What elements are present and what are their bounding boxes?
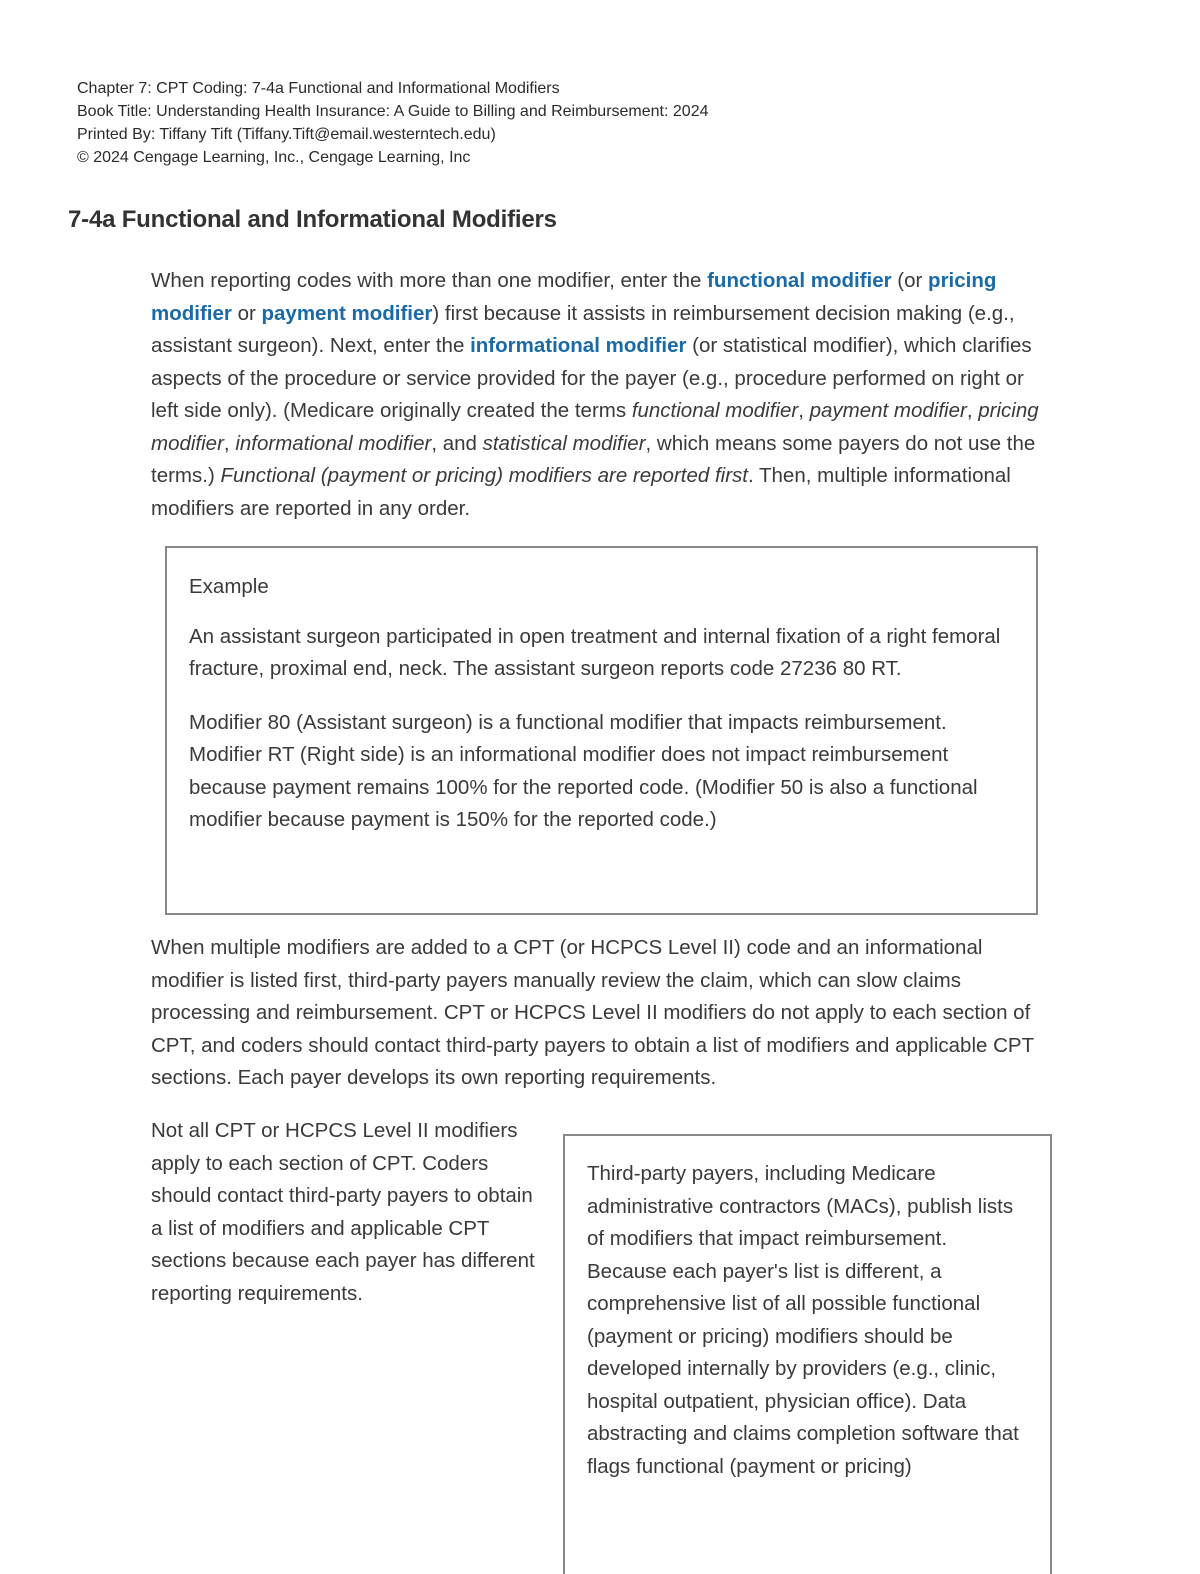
text-run: or bbox=[231, 301, 262, 325]
italic-term: payment modifier bbox=[809, 399, 967, 422]
text-run: When reporting codes with more than one modifier, enter the bbox=[151, 269, 708, 292]
text-run: , which means some payers do not use the terms.) bbox=[151, 431, 1036, 487]
text-run: (or bbox=[891, 269, 929, 292]
term-payment-modifier[interactable]: payment modifier bbox=[261, 301, 433, 325]
page-header bbox=[77, 77, 708, 169]
text-run: , and bbox=[431, 431, 483, 455]
term-informational-modifier[interactable]: informational modifier bbox=[470, 334, 687, 357]
section-title: 7-4a Functional and Informational Modifiers bbox=[68, 206, 557, 233]
chapter-line: Chapter 7: CPT Coding: 7-4a Functional and Informational Modifiers bbox=[77, 80, 560, 97]
sidebar-box bbox=[563, 1134, 1052, 1574]
book-title-line: Book Title: Understanding Health Insurance: A Guide to Billing and Reimbursement: 2024 bbox=[77, 103, 709, 120]
sidebar-text: Third-party payers, including Medicare administrative contractors (MACs), publish lists of modifiers that impact reimbursement. Because each payer's list is different, a comprehensive list of all possible functional (payment or pricing) modifiers should be developed internally by providers (e.g., clinic, hospital outpatient, physician office). Data abstracting and claims completion software that flags functional (payment or pricing) bbox=[587, 1162, 1019, 1478]
text-run: , bbox=[798, 399, 810, 422]
intro-paragraph bbox=[151, 265, 1056, 525]
example-scenario: An assistant surgeon participated in open treatment and internal fixation of a right femoral fracture, proximal end, neck. The assistant surgeon reports code 27236 80 RT. bbox=[189, 624, 1001, 680]
term-functional-modifier[interactable]: functional modifier bbox=[707, 269, 892, 292]
text-run: ) first because it assists in reimbursement decision making (e.g., assistant surgeon). Next, enter the bbox=[151, 301, 1015, 357]
term-pricing-modifier[interactable]: pricing modifier bbox=[151, 269, 997, 325]
text-run: , bbox=[223, 431, 236, 455]
italic-term: informational modifier bbox=[235, 431, 432, 455]
copyright-line: © 2024 Cengage Learning, Inc., Cengage Learning, Inc bbox=[77, 149, 471, 166]
example-explanation: Modifier 80 (Assistant surgeon) is a functional modifier that impacts reimbursement. Modifier RT (Right side) is an informational modifier does not impact reimbursement because payment remains 100% for the reported code. (Modifier 50 is also a functional modifier because payment is 150% for the reported code.) bbox=[189, 710, 978, 831]
example-label: Example bbox=[189, 575, 269, 598]
italic-term: functional modifier bbox=[631, 399, 799, 422]
text-run: , bbox=[966, 399, 979, 422]
printed-by-line: Printed By: Tiffany Tift (Tiffany.Tift@email.westerntech.edu) bbox=[77, 126, 496, 143]
text-run: (or statistical modifier), which clarifies aspects of the procedure or service provided for the payer (e.g., procedure performed on right or left side only). (Medicare originally created the terms bbox=[151, 334, 1032, 422]
multiple-modifiers-paragraph: When multiple modifiers are added to a CPT (or HCPCS Level II) code and an informational modifier is listed first, third-party payers manually review the claim, which can slow claims processing and reimbursement. CPT or HCPCS Level II modifiers do not apply to each section of CPT, and coders should contact third-party payers to obtain a list of modifiers and applicable CPT sections. Each payer develops its own reporting requirements. bbox=[151, 936, 1034, 1089]
italic-term: pricing modifier bbox=[151, 399, 1039, 455]
italic-emphasis: Functional (payment or pricing) modifiers are reported first bbox=[220, 464, 748, 487]
italic-term: statistical modifier bbox=[482, 431, 646, 455]
text-run: . Then, multiple informational modifiers are reported in any order. bbox=[151, 464, 1011, 520]
example-box bbox=[165, 546, 1038, 915]
left-column-paragraph: Not all CPT or HCPCS Level II modifiers apply to each section of CPT. Coders should contact third-party payers to obtain a list of modifiers and applicable CPT sections because each payer has different reporting requirements. bbox=[151, 1119, 535, 1305]
